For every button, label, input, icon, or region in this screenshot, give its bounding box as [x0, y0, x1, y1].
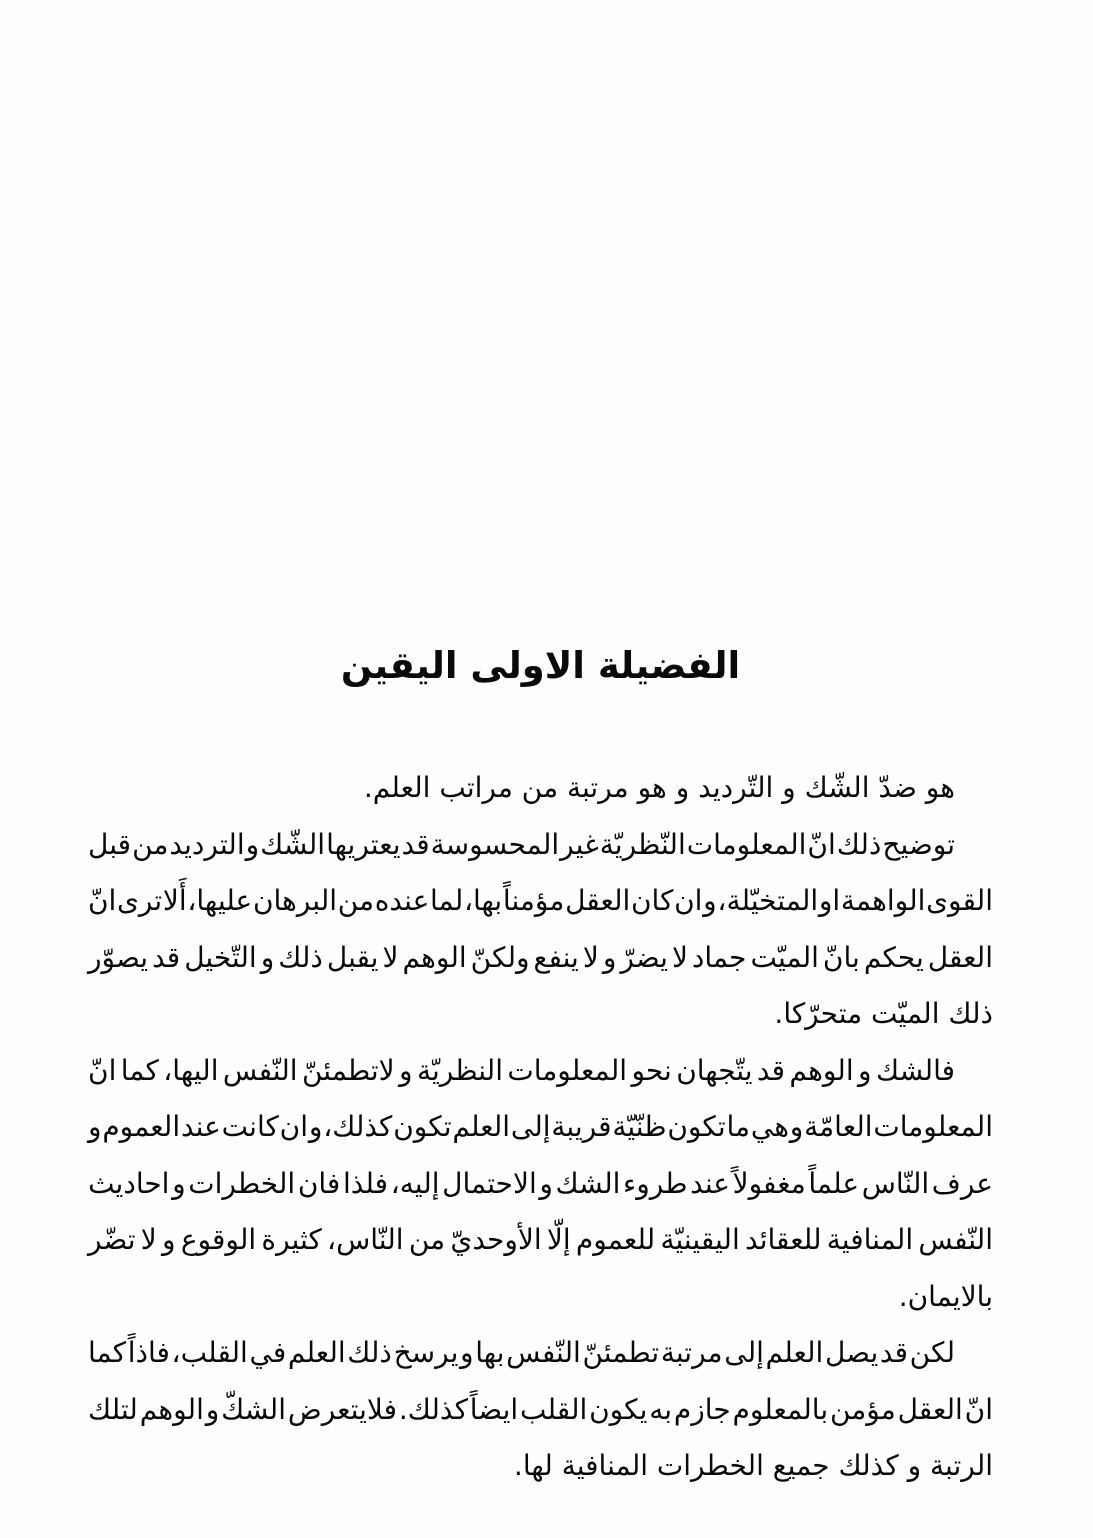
paragraph [88, 817, 993, 1043]
text-line-content: النّفس المنافية للعقائد اليقينيّة للعموم إلّا الأوحديّ من النّاس، كثيرة الوقوع و لا تضّر [88, 1223, 993, 1256]
text-line-content: بالايمان. [898, 1279, 993, 1313]
paragraph [88, 1043, 993, 1326]
text-line-content: الرتبة و كذلك جميع الخطرات المنافية لها. [513, 1449, 993, 1482]
text-line [88, 1269, 993, 1326]
text-line [88, 1212, 993, 1269]
text-line [88, 986, 993, 1043]
text-line [88, 930, 993, 987]
page-content [88, 0, 993, 1495]
text-line-content: المعلومات العامّة و هي ما تكون ظنّيّة قريبة إلى العلم تكون كذلك، و ان كانت عند العموم و [87, 1110, 993, 1143]
text-line [88, 1438, 993, 1495]
text-line-content: توضيح ذلك انّ المعلومات النّظريّة غير المحسوسة قد يعتريها الشّك و الترديد من قبل [88, 827, 955, 861]
chapter-title: الفضيلة الاولى اليقين [340, 644, 741, 687]
text-line [88, 760, 993, 817]
body-text [88, 760, 993, 1495]
text-line-content: ذلك الميّت متحرّكا. [774, 997, 993, 1030]
text-line [88, 817, 993, 874]
text-line-content: القوى الواهمة او المتخيّلة، و ان كان العقل مؤمناً بها، لما عنده من البرهان عليها، أَلا ترى انّ [87, 884, 993, 917]
text-line [88, 1099, 993, 1156]
text-line [88, 873, 993, 930]
text-line [88, 1043, 993, 1100]
paragraph [88, 760, 993, 817]
text-line [88, 1382, 993, 1439]
text-line [88, 1156, 993, 1213]
text-line [88, 1325, 993, 1382]
text-line-content: لكن قد يصل العلم إلى مرتبة تطمئنّ النّفس بها و يرسخ ذلك العلم في القلب، فاذاً كما [87, 1336, 955, 1369]
paragraph [88, 1325, 993, 1495]
text-line-content: فالشك و الوهم قد يتّجهان نحو المعلومات النظريّة و لاتطمئنّ النّفس اليها، كما انّ [88, 1053, 955, 1087]
text-line-content: العقل يحكم بانّ الميّت جماد لا يضرّ و لا ينفع ولكنّ الوهم لا يقبل ذلك و التّخيل قد يصوّر [88, 940, 993, 974]
text-line-content: عرف النّاس علماً مغفولاً عند طروء الشك و الاحتمال إليه، فلذا فان الخطرات و احاديث [88, 1166, 993, 1200]
text-line-content: هو ضدّ الشّك و التّرديد و هو مرتبة من مراتب العلم. [363, 771, 955, 804]
text-line-content: انّ العقل مؤمن بالمعلوم جازم به يكون القلب ايضاً كذلك. فلايتعرض الشكّ و الوهم لتلك [87, 1392, 993, 1426]
